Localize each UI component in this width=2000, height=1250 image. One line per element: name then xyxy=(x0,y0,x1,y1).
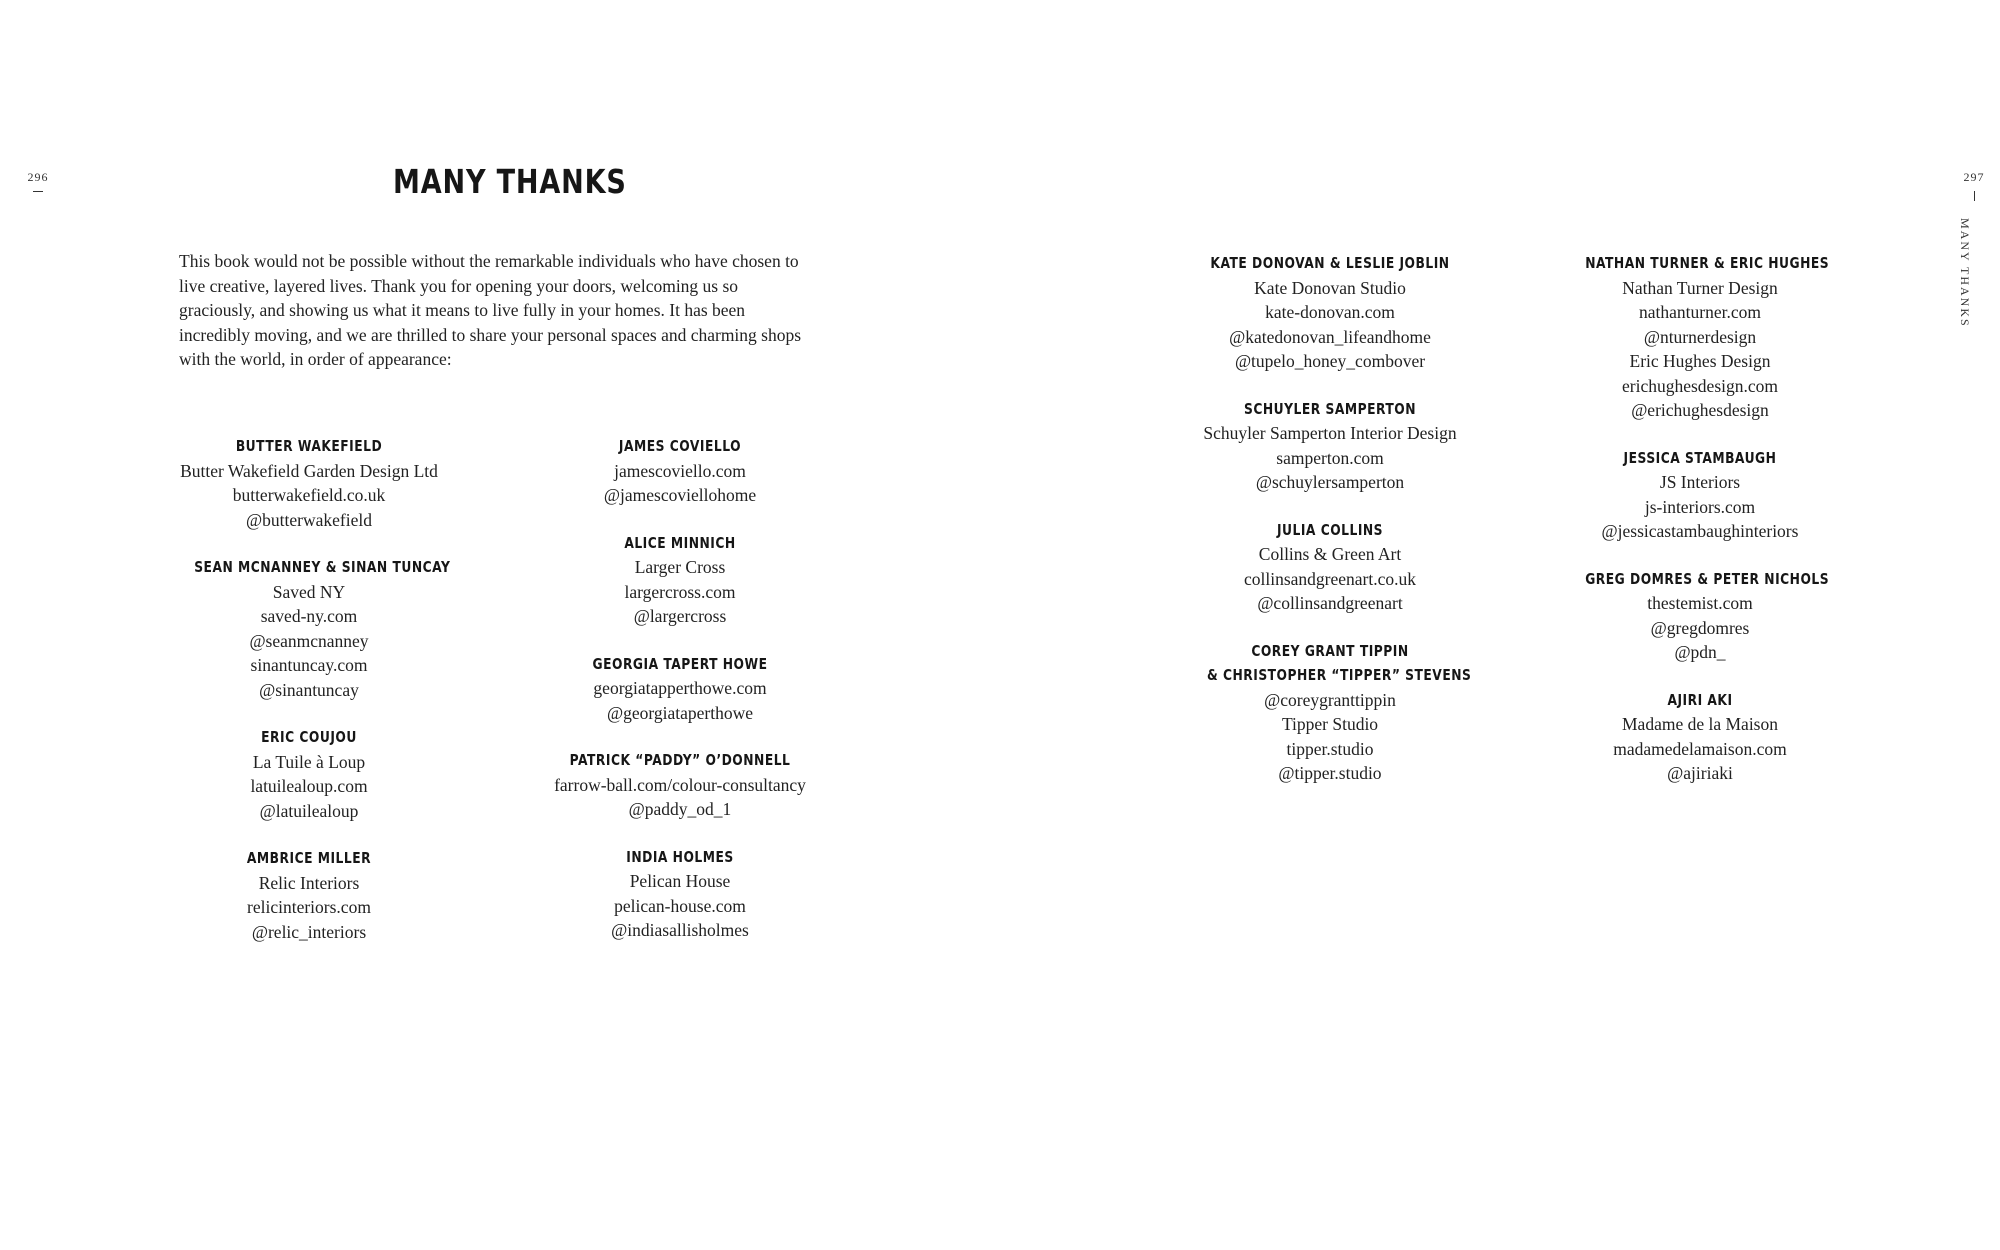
credit-detail: Madame de la Maison xyxy=(1622,714,1778,734)
credit-detail: erichughesdesign.com xyxy=(1622,375,1778,396)
credit-detail: Larger Cross xyxy=(634,557,726,577)
credit-detail: @nturnerdesign xyxy=(1643,326,1757,347)
credit-entry xyxy=(1180,251,1480,374)
credit-entry xyxy=(540,531,820,629)
credit-detail: JS Interiors xyxy=(1659,472,1741,492)
credit-detail: @tupelo_honey_combover xyxy=(1234,351,1426,371)
credit-detail: madamedelamaison.com xyxy=(1613,738,1787,759)
credit-detail: largercross.com xyxy=(624,581,736,602)
credit-entry xyxy=(169,555,449,702)
credit-detail: Relic Interiors xyxy=(258,872,360,893)
credit-name: SEAN MCNANNEY & SINAN TUNCAY xyxy=(194,558,451,576)
credit-entry xyxy=(1180,397,1480,495)
credit-name: NATHAN TURNER & ERIC HUGHES xyxy=(1585,254,1830,272)
credit-detail: farrow-ball.com/colour-consultancy xyxy=(554,774,806,795)
credit-detail: Butter Wakefield Garden Design Ltd xyxy=(180,460,438,481)
credit-entry xyxy=(1560,688,1840,786)
credit-entry xyxy=(540,845,820,943)
credit-detail: Pelican House xyxy=(629,871,731,891)
credit-detail: @ajiriaki xyxy=(1667,763,1733,783)
credit-detail: @largercross xyxy=(633,606,727,626)
credit-entry xyxy=(1180,518,1480,616)
credit-detail: collinsandgreenart.co.uk xyxy=(1243,568,1417,589)
credit-entry xyxy=(1560,251,1840,423)
credit-name: PATRICK “PADDY” O’DONNELL xyxy=(569,751,791,769)
credit-detail: butterwakefield.co.uk xyxy=(232,485,386,505)
credit-entry xyxy=(169,846,449,944)
credit-detail: @pdn_ xyxy=(1674,642,1726,662)
credit-name: JAMES COVIELLO xyxy=(618,437,742,455)
page-number-right xyxy=(1960,170,1988,201)
credit-detail: @katedonovan_lifeandhome xyxy=(1229,326,1431,347)
page-number-dash xyxy=(33,191,43,192)
credit-detail: @jamescoviellohome xyxy=(603,485,757,505)
credits-column-1 xyxy=(169,434,449,967)
credit-detail: Eric Hughes Design xyxy=(1629,351,1771,371)
credit-name: & CHRISTOPHER “TIPPER” STEVENS xyxy=(1207,666,1472,684)
page-title: MANY THANKS xyxy=(393,162,627,201)
credit-detail: Kate Donovan Studio xyxy=(1254,277,1406,298)
credit-detail: @jessicastambaughinteriors xyxy=(1601,521,1799,541)
credit-entry xyxy=(1560,567,1840,665)
intro-paragraph: This book would not be possible without the remarkable individuals who have chosen to live creative, layered lives. Thank you for opening your doors, welcoming us so graciously, and showing us what it means to live fully in your homes. It has been incredibly moving, and we are thrilled to share your personal spaces and charming shops with the world, in order of appearance: xyxy=(179,251,802,370)
credit-entry xyxy=(540,434,820,508)
credit-name: JESSICA STAMBAUGH xyxy=(1623,448,1777,467)
credit-detail: samperton.com xyxy=(1276,447,1384,468)
credit-name: JULIA COLLINS xyxy=(1276,520,1384,539)
credits-column-3 xyxy=(1180,251,1480,809)
credits-column-4 xyxy=(1560,251,1840,809)
credit-name: GREG DOMRES & PETER NICHOLS xyxy=(1585,569,1830,588)
credit-entry xyxy=(169,434,449,532)
credit-name: GEORGIA TAPERT HOWE xyxy=(592,654,768,673)
credit-detail: pelican-house.com xyxy=(614,895,746,916)
credit-detail: @georgiataperthowe xyxy=(606,702,753,723)
credit-name: SCHUYLER SAMPERTON xyxy=(1243,399,1417,418)
credit-name: KATE DONOVAN & LESLIE JOBLIN xyxy=(1210,254,1450,272)
credit-detail: @gregdomres xyxy=(1650,617,1750,638)
credit-name: AMBRICE MILLER xyxy=(246,849,372,867)
credit-detail: jamescoviello.com xyxy=(614,460,746,481)
credit-detail: kate-donovan.com xyxy=(1265,302,1395,322)
page-number-left xyxy=(26,170,50,192)
page-number-right-text: 297 xyxy=(1963,170,1985,184)
credit-detail: js-interiors.com xyxy=(1644,496,1756,517)
credit-detail: georgiatapperthowe.com xyxy=(593,678,767,698)
credit-name: BUTTER WAKEFIELD xyxy=(235,437,383,455)
credit-name: ALICE MINNICH xyxy=(624,533,736,552)
credit-entry xyxy=(1180,639,1480,786)
credit-detail: relicinteriors.com xyxy=(247,897,371,917)
credit-detail: @erichughesdesign xyxy=(1631,400,1769,420)
credit-name: ERIC COUJOU xyxy=(261,728,357,746)
credit-name: INDIA HOLMES xyxy=(626,847,734,866)
credit-detail: @collinsandgreenart xyxy=(1257,593,1403,613)
credit-detail: Saved NY xyxy=(272,581,346,602)
credit-detail: latuilealoup.com xyxy=(250,776,368,796)
credits-column-2 xyxy=(540,434,820,966)
credit-detail: tipper.studio xyxy=(1286,738,1374,759)
page-number-left-text: 296 xyxy=(27,170,49,184)
credit-detail: @tipper.studio xyxy=(1278,763,1382,783)
credit-detail: La Tuile à Loup xyxy=(252,751,366,772)
running-head: MANY THANKS xyxy=(1958,218,1972,328)
page-number-rule xyxy=(1974,191,1975,201)
credit-detail: Collins & Green Art xyxy=(1258,544,1402,564)
credit-detail: Nathan Turner Design xyxy=(1622,277,1778,298)
credit-name: AJIRI AKI xyxy=(1667,690,1733,709)
credit-detail: @paddy_od_1 xyxy=(628,799,732,819)
credit-detail: saved-ny.com xyxy=(260,606,358,626)
credit-entry xyxy=(169,725,449,823)
credit-detail: @schuylersamperton xyxy=(1255,472,1405,492)
credit-detail: sinantuncay.com xyxy=(250,655,368,675)
credit-detail: @indiasallisholmes xyxy=(611,920,749,940)
credit-name: COREY GRANT TIPPIN xyxy=(1251,641,1409,660)
credit-detail: thestemist.com xyxy=(1647,593,1753,613)
credit-entry xyxy=(540,748,820,822)
credit-detail: Tipper Studio xyxy=(1281,714,1379,734)
credit-entry xyxy=(1560,446,1840,544)
credit-detail: Schuyler Samperton Interior Design xyxy=(1203,423,1457,443)
credit-detail: nathanturner.com xyxy=(1639,302,1761,322)
credit-detail: @coreygranttippin xyxy=(1264,689,1396,710)
credit-detail: @latuilealoup xyxy=(259,800,359,821)
credit-detail: @seanmcnanney xyxy=(249,630,369,651)
credit-detail: @sinantuncay xyxy=(259,679,359,700)
credit-entry xyxy=(540,652,820,726)
credit-detail: @butterwakefield xyxy=(246,509,372,530)
credit-detail: @relic_interiors xyxy=(251,921,367,942)
